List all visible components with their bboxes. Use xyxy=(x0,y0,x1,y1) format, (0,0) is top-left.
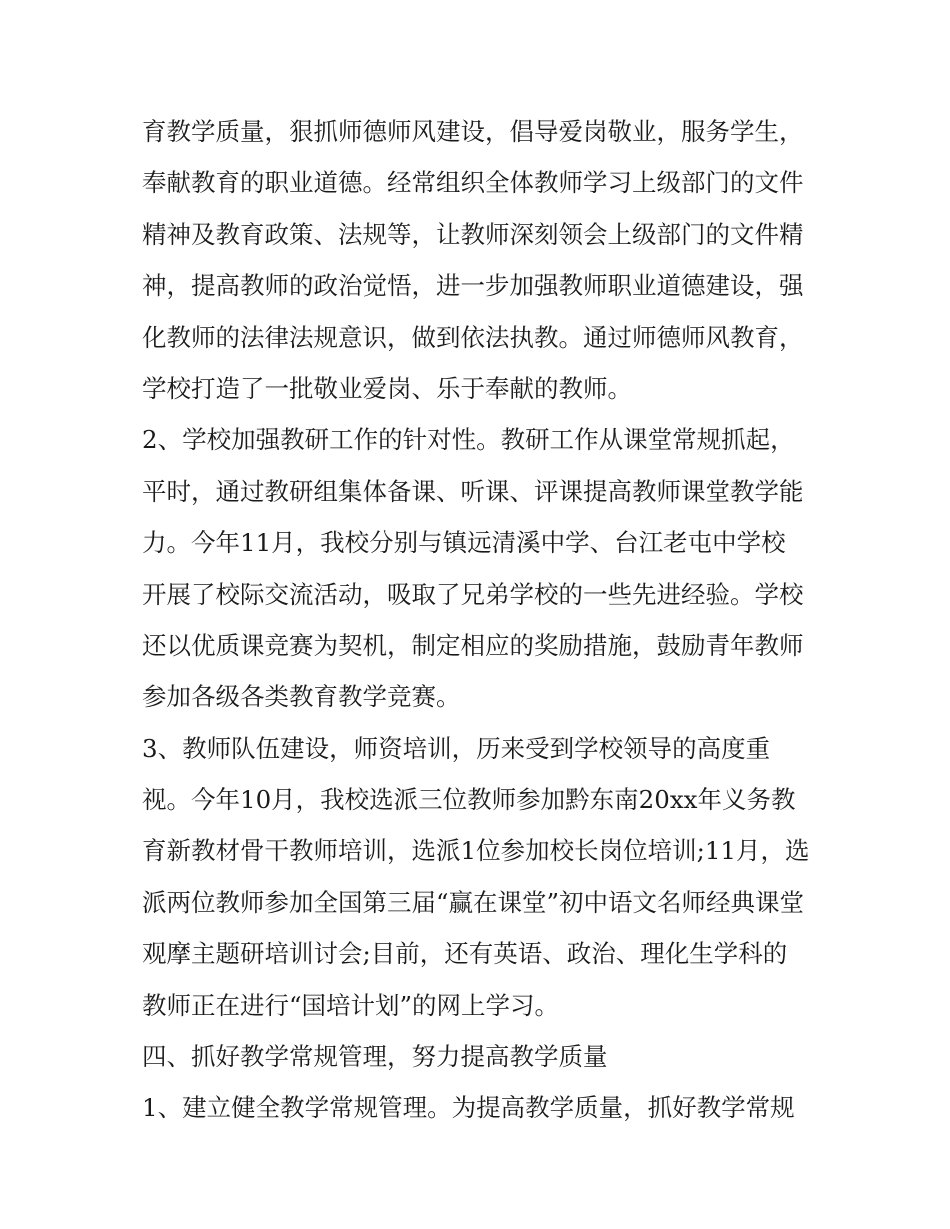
document-body xyxy=(142,106,822,1134)
text-line-15: 育新教材骨干教师培训，选派1位参加校长岗位培训;11月，选 xyxy=(142,836,810,866)
text-line-3: 精神及教育政策、法规等，让教师深刻领会上级部门的文件精 xyxy=(142,219,804,249)
text-line-18: 教师正在进行“国培计划”的网上学习。 xyxy=(142,990,560,1020)
text-line-14: 视。今年10月，我校选派三位教师参加黔东南20xx年义务教 xyxy=(142,785,796,815)
text-line-8: 平时，通过教研组集体备课、听课、评课提高教师课堂教学能 xyxy=(142,476,804,506)
text-line-10: 开展了校际交流活动，吸取了兄弟学校的一些先进经验。学校 xyxy=(142,579,804,609)
text-line-16: 派两位教师参加全国第三届“赢在课堂”初中语文名师经典课堂 xyxy=(142,887,805,917)
text-line-12: 参加各级各类教育教学竞赛。 xyxy=(142,682,461,712)
text-line-1: 育教学质量，狠抓师德师风建设，倡导爱岗敬业，服务学生， xyxy=(142,117,804,146)
text-line-20: 1、建立健全教学常规管理。为提高教学质量，抓好教学常规 xyxy=(142,1093,795,1123)
text-line-5: 化教师的法律法规意识，做到依法执教。通过师德师风教育， xyxy=(142,322,804,352)
text-line-9: 力。今年11月，我校分别与镇远清溪中学、台江老屯中学校 xyxy=(142,528,786,558)
text-line-7: 2、学校加强教研工作的针对性。教研工作从课堂常规抓起， xyxy=(142,425,795,455)
text-line-11: 还以优质课竞赛为契机，制定相应的奖励措施，鼓励青年教师 xyxy=(142,630,804,660)
text-line-2: 奉献教育的职业道德。经常组织全体教师学习上级部门的文件 xyxy=(142,168,804,198)
text-line-17: 观摩主题研培训讨会;目前，还有英语、政治、理化生学科的 xyxy=(142,939,788,969)
text-line-13: 3、教师队伍建设，师资培训，历来受到学校领导的高度重 xyxy=(142,733,771,763)
section-heading: 四、抓好教学常规管理，努力提高教学质量 xyxy=(142,1042,608,1072)
text-line-4: 神，提高教师的政治觉悟，进一步加强教师职业道德建设，强 xyxy=(142,271,804,301)
text-line-6: 学校打造了一批敬业爱岗、乐于奉献的教师。 xyxy=(142,373,632,403)
